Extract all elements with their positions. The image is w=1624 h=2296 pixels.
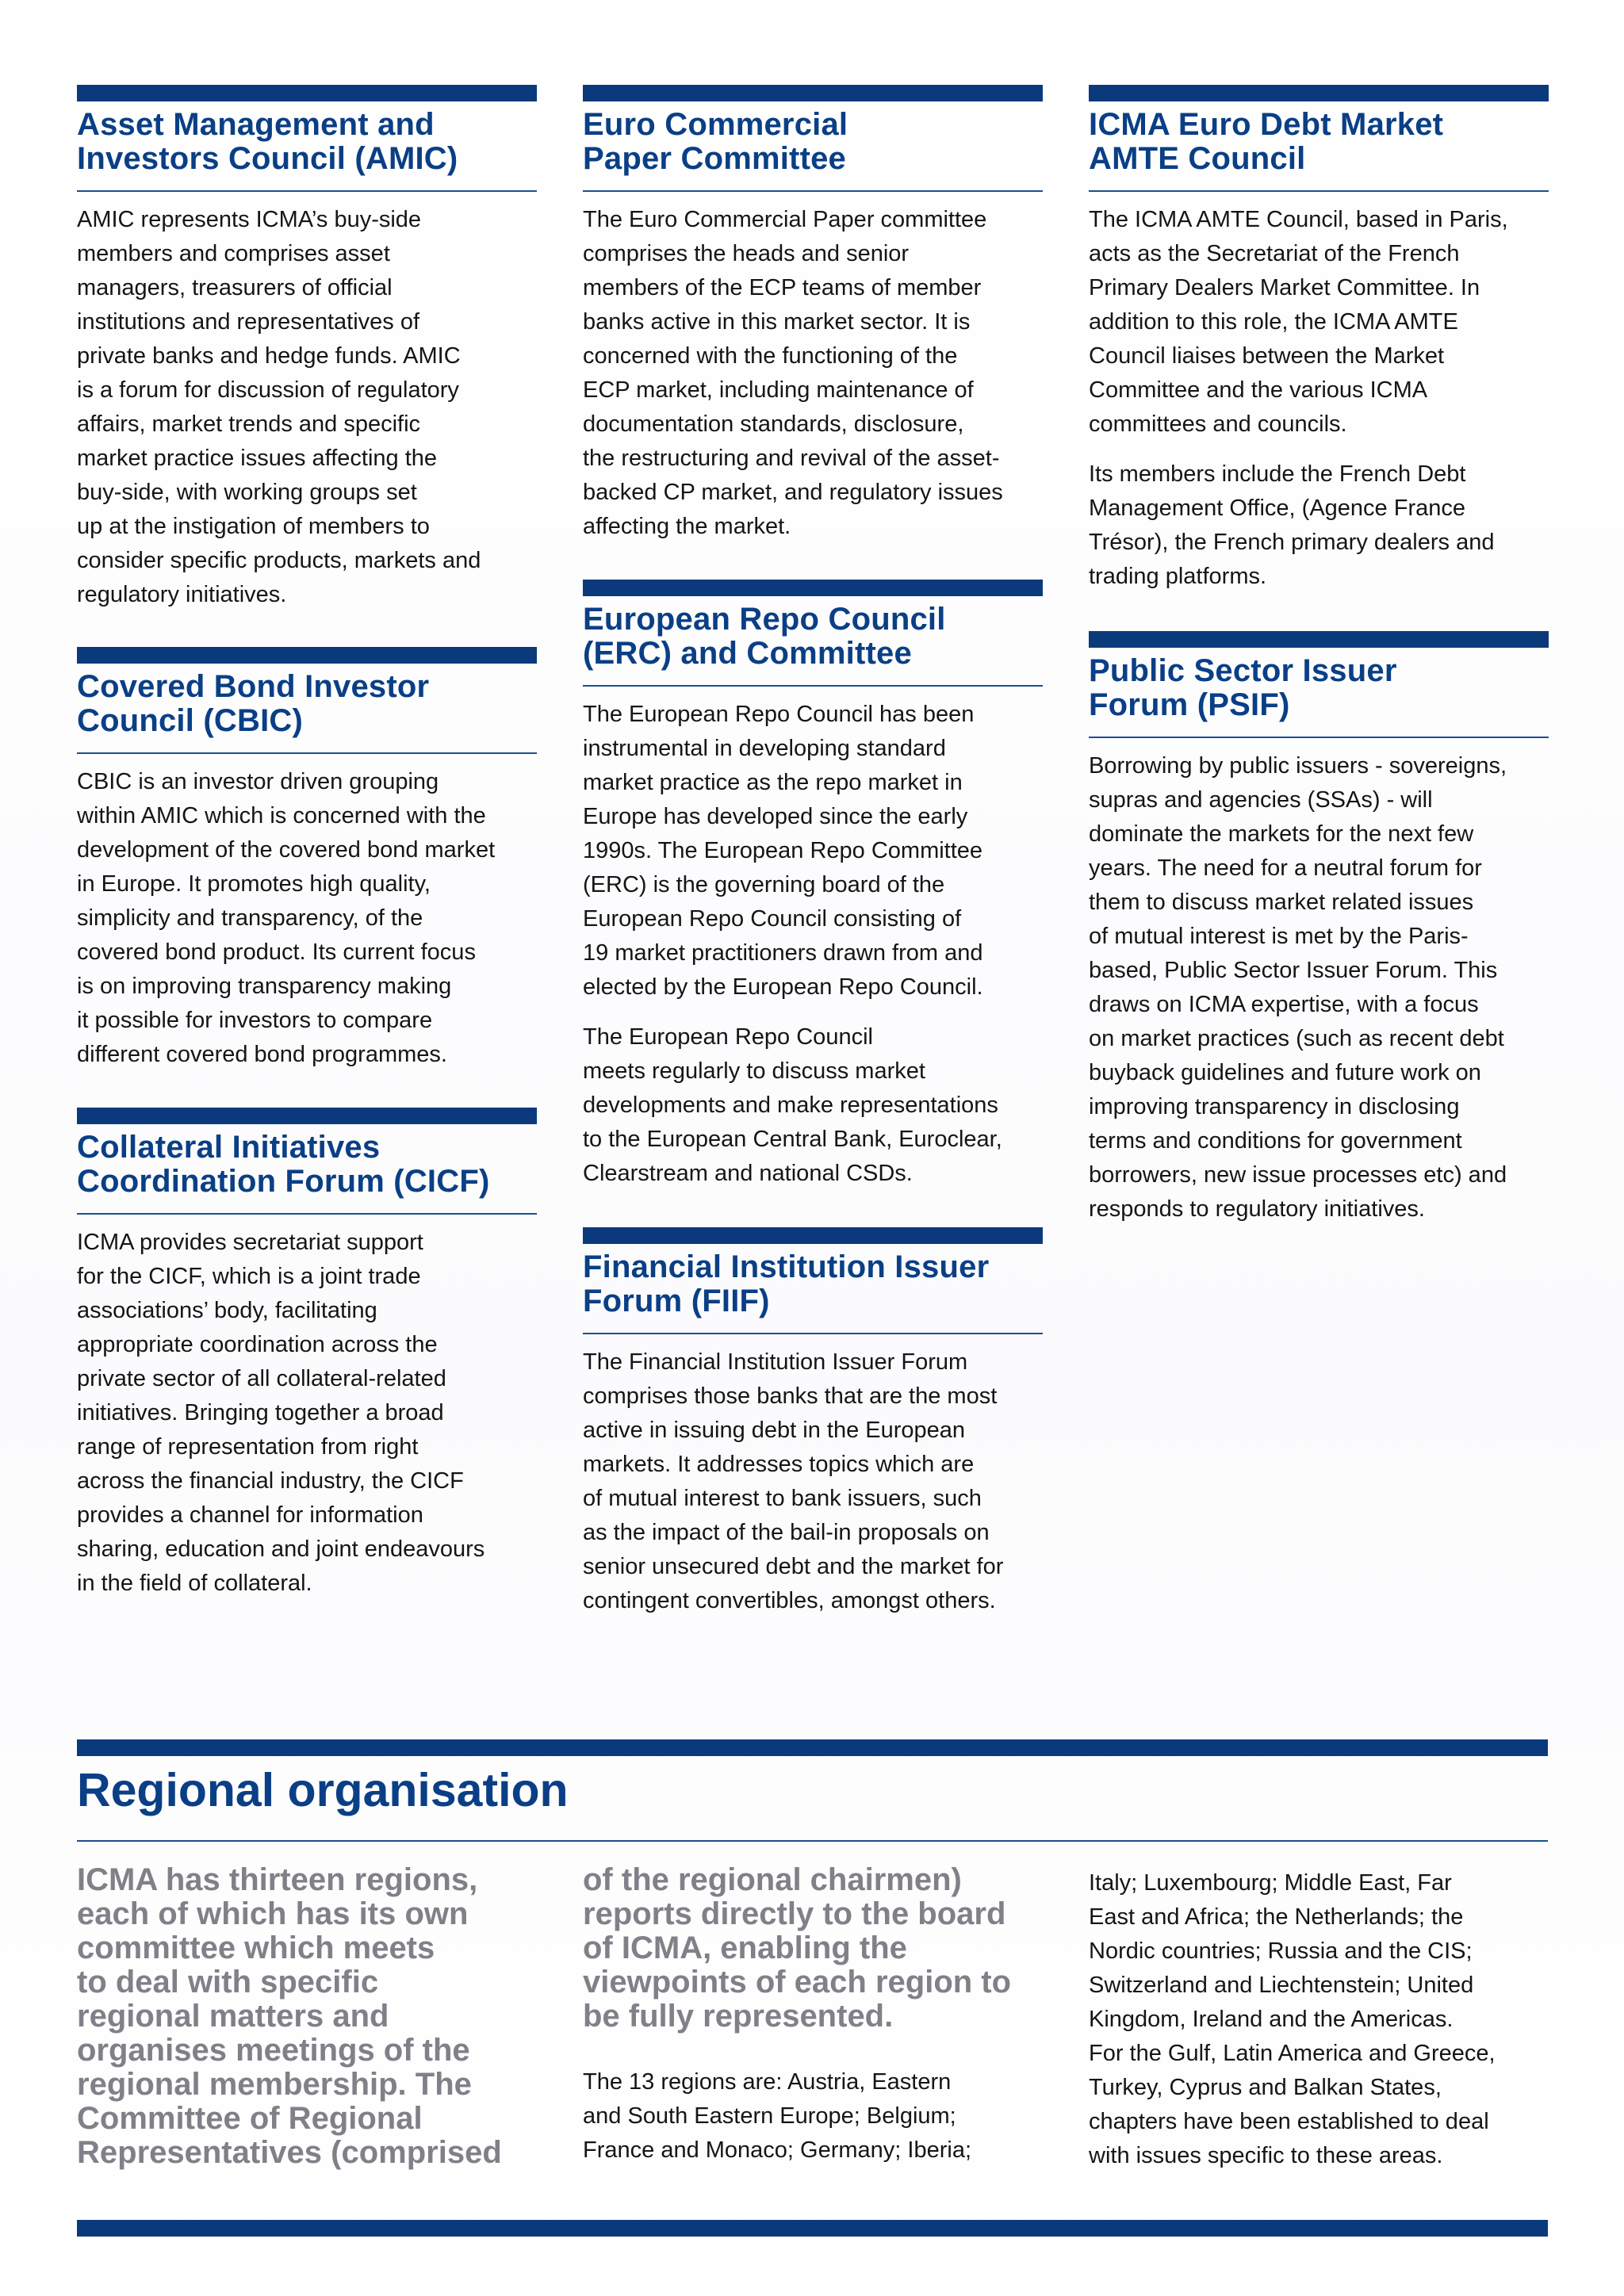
section-bar (583, 85, 1043, 101)
section-paragraph: AMIC represents ICMA’s buy-side members and comprises asset managers, treasurers of official institutions and representatives of private banks and hedge funds. AMIC is a forum for discussion of regulatory affairs, market trends and specific market practice issues affecting the buy-side, with working groups set up at the instigation of members to consider specific products, markets and regulatory initiatives. (77, 207, 481, 607)
section-paragraph: Borrowing by public issuers - sovereigns, supras and agencies (SSAs) - will dominate the markets for the next few years. The need for a neutral forum for them to discuss market related issues of mutual interest is met by the Paris- based, Public Sector Issuer Forum. This draws on ICMA expertise, with a focus on market practices (such as recent debt buyback guidelines and future work on improving transparency in disclosing terms and conditions for government borrowers, new issue processes etc) and responds to regulatory initiatives. (1089, 753, 1507, 1222)
section-title: Public Sector Issuer Forum (PSIF) (1089, 653, 1397, 722)
section-divider (583, 190, 1043, 192)
regional-col-3 (1089, 1866, 1549, 2189)
section-cicf (77, 1108, 537, 1617)
section-divider (1089, 737, 1549, 738)
section-title: Asset Management and Investors Council (AMIC) (77, 107, 458, 176)
regional-body-text: The 13 regions are: Austria, Eastern and South Eastern Europe; Belgium; France and Monaco; Germany; Iberia; (583, 2069, 972, 2163)
section-psif (1089, 631, 1549, 1242)
section-title: Collateral Initiatives Coordination Forum (CICF) (77, 1130, 490, 1199)
regional-lead-text: ICMA has thirteen regions, each of which has its own committee which meets to deal with specific regional matters and organises meetings of the regional membership. The Committee of Regional Representatives (comprised (77, 1862, 502, 2170)
section-title: ICMA Euro Debt Market AMTE Council (1089, 107, 1444, 176)
section-paragraph: The European Repo Council meets regularly to discuss market developments and make representations to the European Central Bank, Euroclear, Clearstream and national CSDs. (583, 1024, 1002, 1186)
section-paragraph: The Financial Institution Issuer Forum comprises those banks that are the most active in issuing debt in the European markets. It addresses topics which are of mutual interest to bank issuers, such as the impact of the bail-in proposals on senior unsecured debt and the market for contingent convertibles, amongst others. (583, 1349, 1004, 1613)
section-divider (583, 685, 1043, 687)
regional-divider (77, 1840, 1548, 1842)
section-erc (583, 580, 1043, 1207)
section-bar (1089, 85, 1549, 101)
section-divider (77, 752, 537, 754)
section-paragraph: Its members include the French Debt Management Office, (Agence France Trésor), the French primary dealers and trading platforms. (1089, 461, 1495, 589)
section-divider (77, 190, 537, 192)
section-paragraph: The Euro Commercial Paper committee comprises the heads and senior members of the ECP teams of member banks active in this market sector. It is concerned with the functioning of the ECP market, including maintenance of documentation standards, disclosure, the restructuring and revival of the asset- backed CP market, and regulatory issues affecting the market. (583, 207, 1003, 539)
section-divider (77, 1213, 537, 1215)
regional-title: Regional organisation (77, 1764, 569, 1816)
section-divider (583, 1333, 1043, 1334)
section-title: Euro Commercial Paper Committee (583, 107, 848, 176)
section-amte (1089, 85, 1549, 610)
section-paragraph: CBIC is an investor driven grouping within AMIC which is concerned with the development of the covered bond market in Europe. It promotes high quality, simplicity and transparency, of the covered bond product. Its current focus is on improving transparency making it possible for investors to compare different covered bond programmes. (77, 769, 496, 1067)
section-bar (77, 85, 537, 101)
section-ecp (583, 85, 1043, 560)
section-bar (1089, 631, 1549, 648)
section-title: Covered Bond Investor Council (CBIC) (77, 669, 430, 738)
section-amic (77, 85, 537, 628)
regional-col-2 (583, 1863, 1043, 2183)
section-bar (583, 580, 1043, 596)
section-bar (77, 647, 537, 664)
section-cbic (77, 647, 537, 1088)
regional-body-text: Italy; Luxembourg; Middle East, Far East and Africa; the Netherlands; the Nordic countries; Russia and the CIS; Switzerland and Liechtenstein; United Kingdom, Ireland and the Americas. For the Gulf, Latin America and Greece, Turkey, Cyprus and Balkan States, chapters have been established to deal with issues specific to these areas. (1089, 1870, 1496, 2168)
section-title: Financial Institution Issuer Forum (FIIF) (583, 1249, 990, 1318)
section-bar (583, 1227, 1043, 1244)
section-bar (77, 1108, 537, 1124)
section-paragraph: The European Repo Council has been instrumental in developing standard market practice as the repo market in Europe has developed since the early 1990s. The European Repo Committee (ERC) is the governing board of the European Repo Council consisting of 19 market practitioners drawn from and elected by the European Repo Council. (583, 702, 983, 1000)
section-divider (1089, 190, 1549, 192)
section-paragraph: The ICMA AMTE Council, based in Paris, acts as the Secretariat of the French Primary Dealers Market Committee. In addition to this role, the ICMA AMTE Council liaises between the Market Committee and the various ICMA committees and councils. (1089, 207, 1508, 437)
footer-bar (77, 2220, 1548, 2237)
regional-lead-text: of the regional chairmen) reports directly to the board of ICMA, enabling the viewpoints of each region to be fully represented. (583, 1862, 1012, 2034)
section-fiif (583, 1227, 1043, 1634)
section-title: European Repo Council (ERC) and Committee (583, 602, 946, 671)
regional-bar (77, 1739, 1548, 1756)
section-paragraph: ICMA provides secretariat support for the CICF, which is a joint trade associations’ body, facilitating appropriate coordination across the private sector of all collateral-related initiatives. Bringing together a broad range of representation from right across the financial industry, the CICF provides a channel for information sharing, education and joint endeavours in the field of collateral. (77, 1230, 485, 1596)
regional-col-1 (77, 1863, 537, 2170)
